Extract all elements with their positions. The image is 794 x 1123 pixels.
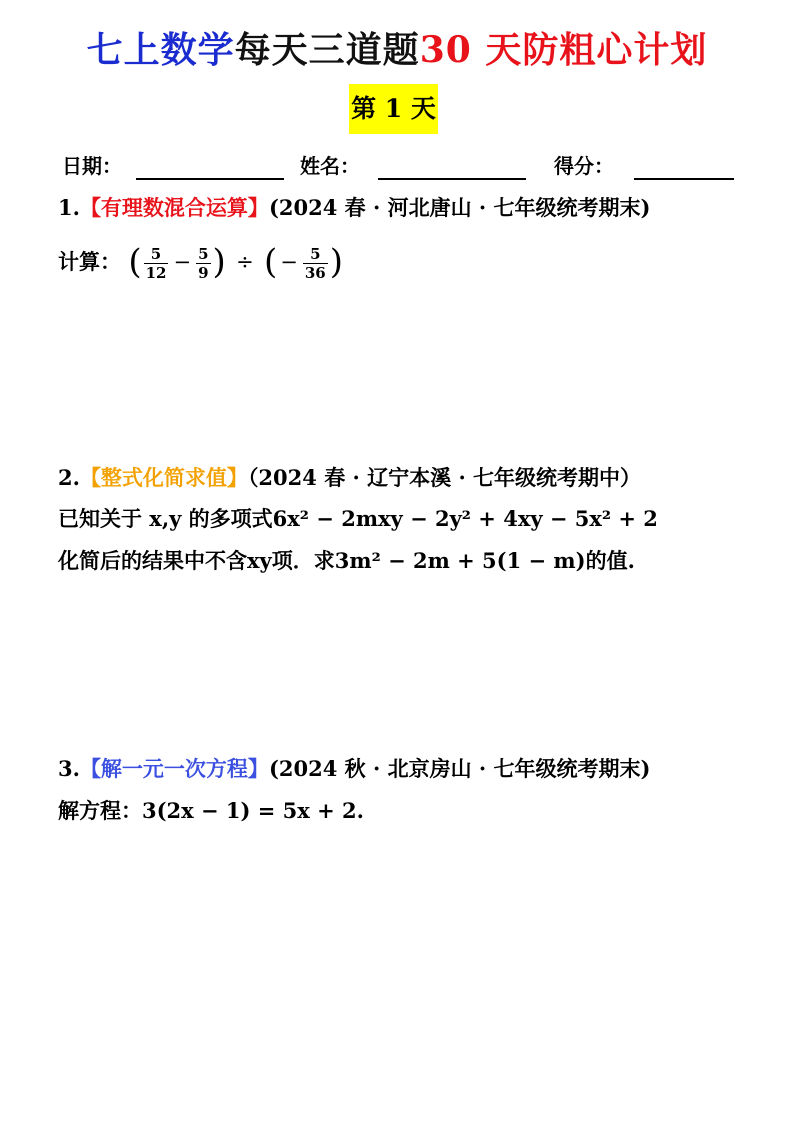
q2-polynomial: 6x² − 2mxy − 2y² + 4xy − 5x² + 2 bbox=[272, 506, 658, 531]
q2-line-1: 已知关于 x,y 的多项式6x² − 2mxy − 2y² + 4xy − 5x² + 2 bbox=[58, 506, 658, 531]
q1-tag: 【有理数混合运算】 bbox=[79, 195, 269, 220]
score-label: 得分： bbox=[554, 154, 614, 178]
date-label: 日期： bbox=[62, 154, 122, 178]
info-row bbox=[62, 150, 742, 186]
q2-expression: 3m² − 2m + 5(1 − m) bbox=[334, 548, 586, 573]
page-title bbox=[0, 26, 794, 74]
name-blank[interactable] bbox=[378, 178, 526, 180]
q2-tag: 【整式化简求值】 bbox=[79, 465, 248, 490]
q2-number: 2. bbox=[58, 465, 80, 490]
score-blank[interactable] bbox=[634, 178, 734, 180]
q1-header bbox=[58, 193, 650, 223]
q1-source: (2024 春 · 河北唐山 · 七年级统考期末) bbox=[268, 195, 651, 220]
q2-source: （2024 春 · 辽宁本溪 · 七年级统考期中） bbox=[247, 465, 642, 490]
q3-equation: 3(2x − 1) = 5x + 2 bbox=[142, 798, 357, 823]
q3-header bbox=[58, 754, 650, 784]
q1-left-paren: ( bbox=[128, 242, 142, 282]
q2-line-2: 化简后的结果中不含xy项．求3m² − 2m + 5(1 − m)的值. bbox=[58, 548, 635, 573]
q3-tag: 【解一元一次方程】 bbox=[79, 756, 269, 781]
q1-right-paren: ) bbox=[212, 242, 226, 282]
title-plan: 30 天防粗心计划 bbox=[419, 29, 708, 71]
q1-divide-sign: ÷ bbox=[236, 250, 254, 274]
title-subject: 七上数学 bbox=[86, 29, 235, 71]
title-middle: 每天三道题 bbox=[234, 29, 420, 71]
q3-prompt: 解方程： bbox=[58, 798, 142, 823]
q2-header bbox=[58, 463, 641, 493]
date-blank[interactable] bbox=[136, 178, 284, 180]
q1-prompt: 计算： bbox=[58, 249, 121, 274]
q3-equation-line: 解方程：3(2x − 1) = 5x + 2. bbox=[58, 798, 364, 823]
q1-expression: 计算： ( $\frac{5}{12}$ − $\frac{5}{9}$ ) ÷ ( − $\frac{5}{36}$ ) bbox=[58, 242, 344, 282]
q3-source: (2024 秋 · 北京房山 · 七年级统考期末) bbox=[268, 756, 651, 781]
q3-number: 3. bbox=[58, 756, 80, 781]
q1-number: 1. bbox=[58, 195, 80, 220]
q1-fraction-1: $\frac{5}{12}$ bbox=[145, 245, 167, 282]
day-badge: 第 1 天 bbox=[349, 84, 438, 134]
name-label: 姓名： bbox=[300, 154, 360, 178]
q1-fraction-2: $\frac{5}{9}$ bbox=[198, 245, 209, 282]
q1-fraction-3: $\frac{5}{36}$ bbox=[304, 245, 326, 282]
